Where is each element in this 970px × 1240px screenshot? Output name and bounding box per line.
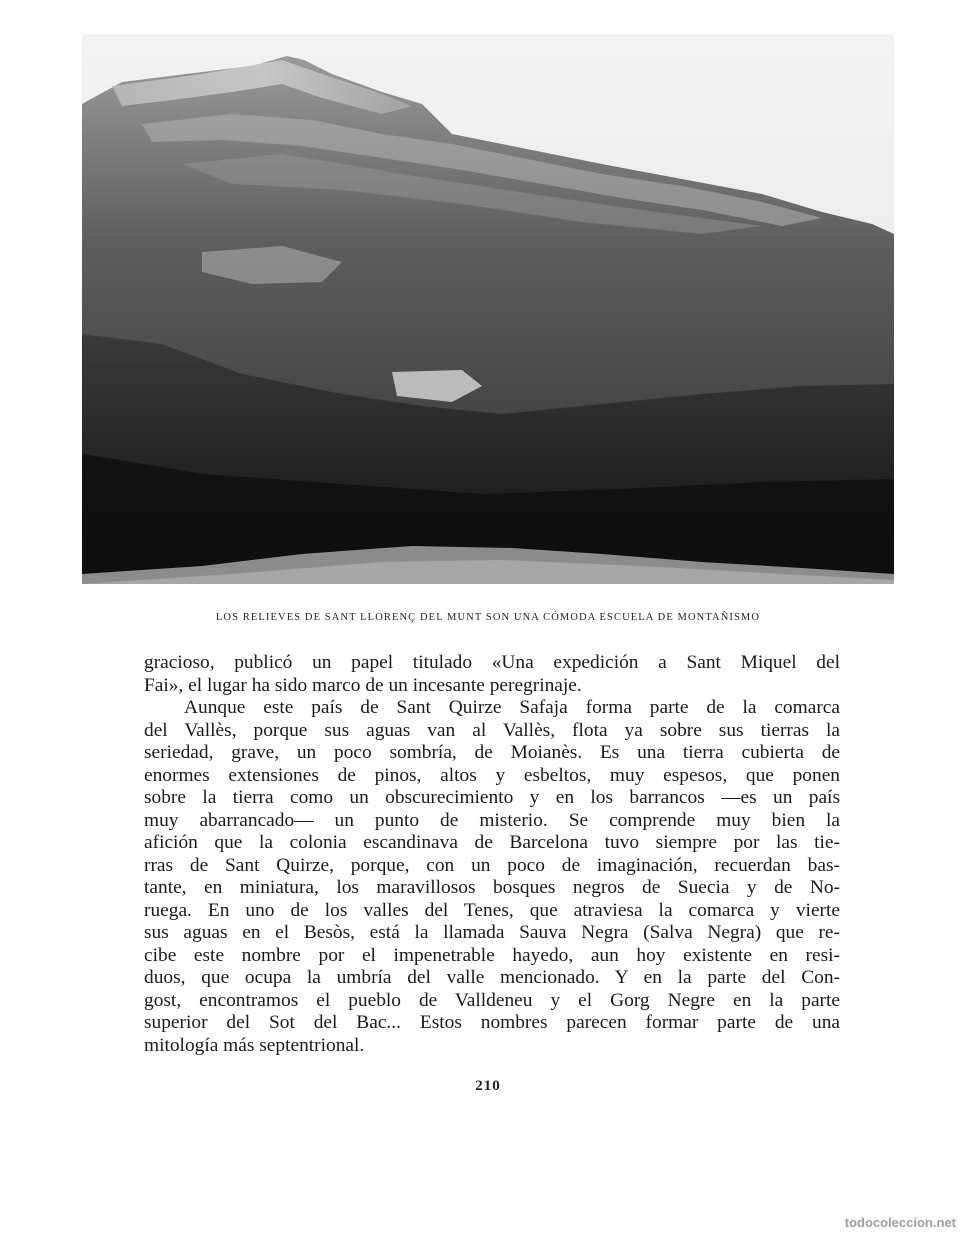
watermark-suffix: net: [936, 1215, 956, 1230]
watermark-prefix: todocoleccion: [844, 1215, 933, 1230]
mountain-photograph: [82, 34, 894, 584]
body-line: mitología más septentrional.: [144, 1034, 365, 1056]
body-line: cibe este nombre por el impenetrable hayedo, aun hoy existente en resi-: [144, 944, 840, 966]
body-line: Aunque este país de Sant Quirze Safaja forma parte de la comarca: [184, 697, 840, 718]
body-line: rras de Sant Quirze, porque, con un poco de imaginación, recuerdan bas-: [144, 854, 840, 876]
body-line: tante, en miniatura, los maravillosos bosques negros de Suecia y de No-: [144, 877, 840, 898]
photo-caption: LOS RELIEVES DE SANT LLORENÇ DEL MUNT SON UNA CÓMODA ESCUELA DE MONTAÑISMO: [215, 612, 761, 623]
page-number: 210: [475, 1078, 501, 1094]
watermark: todocoleccion.net: [844, 1215, 956, 1230]
body-line: Fai», el lugar ha sido marco de un incesante peregrinaje.: [144, 674, 582, 696]
body-line: ruega. En uno de los valles del Tenes, que atraviesa la comarca y vierte: [144, 899, 840, 921]
article-body: [144, 652, 840, 1057]
body-line: enormes extensiones de pinos, altos y esbeltos, muy espesos, que ponen: [144, 764, 840, 786]
body-line: gost, encontramos el pueblo de Valldeneu y el Gorg Negre en la parte: [144, 989, 840, 1011]
body-line: sobre la tierra como un obscurecimiento y en los barrancos —es un país: [144, 787, 840, 808]
body-line: gracioso, publicó un papel titulado «Una expedición a Sant Miquel del: [144, 652, 840, 673]
body-line: del Vallès, porque sus aguas van al Vallès, flota ya sobre sus tierras la: [144, 719, 840, 741]
body-line: duos, que ocupa la umbría del valle mencionado. Y en la parte del Con-: [144, 967, 840, 988]
mountain-landscape-image: [82, 34, 894, 584]
body-line: muy abarrancado— un punto de misterio. Se comprende muy bien la: [144, 809, 840, 831]
body-line: afición que la colonia escandinava de Barcelona tuvo siempre por las tie-: [144, 832, 840, 853]
body-line: seriedad, grave, un poco sombría, de Moianès. Es una tierra cubierta de: [144, 742, 840, 763]
body-line: sus aguas en el Besòs, está la llamada Sauva Negra (Salva Negra) que re-: [144, 922, 840, 943]
body-line: superior del Sot del Bac... Estos nombres parecen formar parte de una: [144, 1012, 840, 1033]
